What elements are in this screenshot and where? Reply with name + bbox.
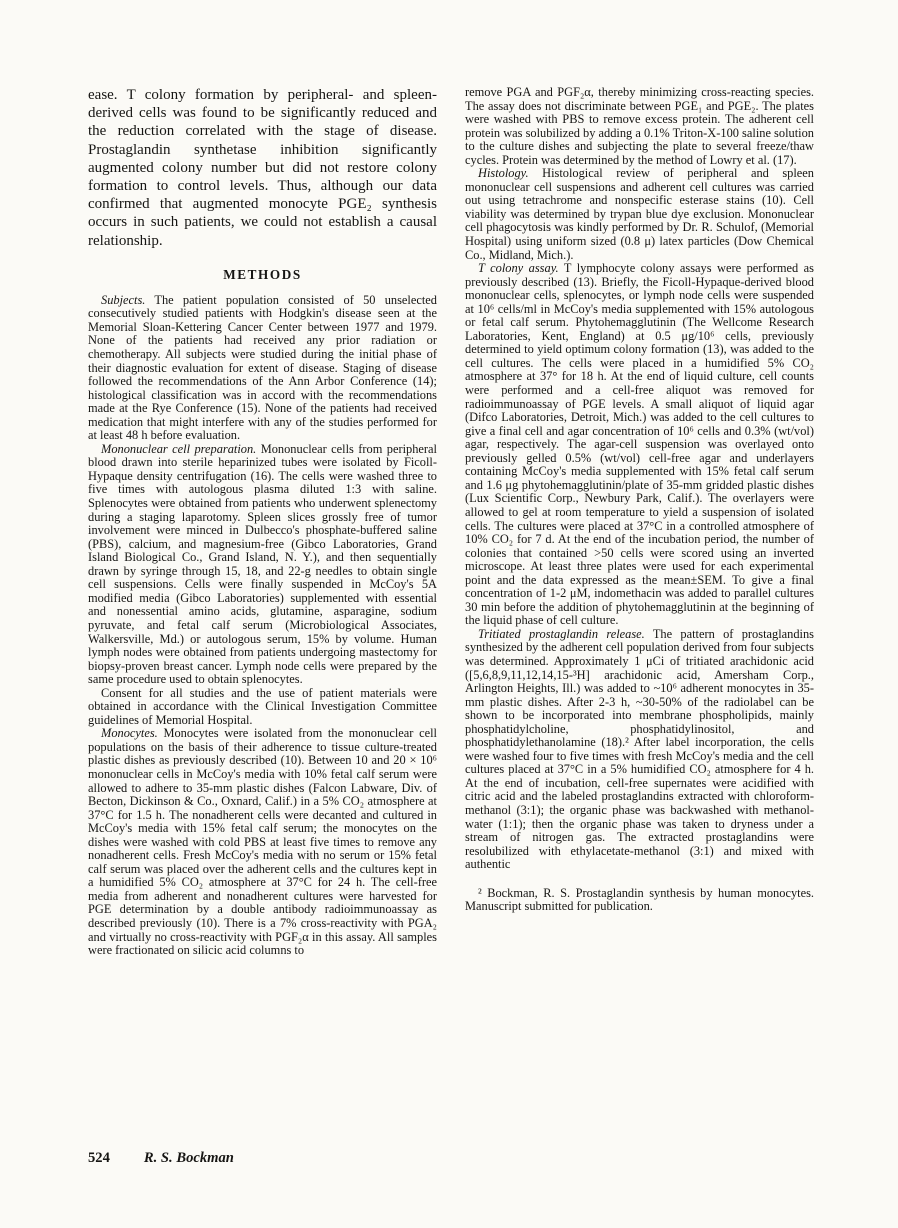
mononuclear-cell-preparation-paragraph — [88, 443, 437, 687]
footnote-text: ² Bockman, R. S. Prostaglandin synthesis by human monocytes. Manuscript submitted for publication. — [465, 885, 814, 914]
text-columns — [88, 86, 814, 958]
subjects-lead: Subjects. — [101, 292, 146, 307]
monocytes-paragraph — [88, 727, 437, 957]
monocytes-text: Monocytes were isolated from the mononuclear cell populations on the basis of their adherence to tissue culture-treated plastic dishes as previously described (10). Between 10 and 20 × 10⁶ mononuclear cells in McCoy's media with 10% fetal calf serum were allowed to adhere to 35-mm plastic dishes (Falcon Labware, Div. of Becton, Dickinson & Co., Oxnard, Calif.) in a 5% CO₂ atmosphere at 37°C for 1.5 h. The nonadherent cells were decanted and cultured in McCoy's media with 15% fetal calf serum; the monocytes on the dishes were washed with cold PBS at least five times to remove any nonadherent cells. Fresh McCoy's media with no serum or 15% fetal calf serum was placed over the adherent cells and the cultures kept in a humidified 5% CO₂ atmosphere at 37°C for 24 h. The cell-free media from adherent and nonadherent cultures were harvested for PGE determination by a double antibody radioimmunoassay as described previously (10). There is a 7% cross-reactivity with PGA₂ and virtually no cross-reactivity with PGF₂α in this assay. All samples were fractionated on silicic acid columns to — [88, 726, 437, 958]
mononuclear-lead: Mononuclear cell preparation. — [101, 441, 257, 456]
continuation-text: remove PGA and PGF₂α, thereby minimizing cross-reacting species. The assay does not discriminate between PGE₁ and PGE₂. The plates were washed with PBS to remove excess protein. The adherent cell protein was solubilized by adding a 0.1% Triton-X-100 saline solution to the culture dishes and subjecting the plate to several freeze/thaw cycles. Protein was determined by the method of Lowry et al. (17). — [465, 85, 814, 167]
consent-text: Consent for all studies and the use of patient materials were obtained in accordance with the Clinical Investigation Committee guidelines of Memorial Hospital. — [88, 685, 437, 727]
running-author: R. S. Bockman — [143, 1150, 234, 1166]
intro-continuation-text: ease. T colony formation by peripheral- and spleen-derived cells was found to be significantly reduced and the reduction correlated with the stage of disease. Prostaglandin synthetase inhibition significantly augmented colony number but did not restore colony formation to control levels. Thus, although our data confirmed that augmented monocyte PGE₂ synthesis occurs in such patients, we could not establish a causal relationship. — [88, 87, 437, 249]
t-colony-assay-text: T lymphocyte colony assays were performed as previously described (13). Briefly, the Ficoll-Hypaque-derived blood mononuclear cells, splenocytes, or lymph node cells were suspended at 10⁶ cells/ml in McCoy's media supplemented with 15% autologous or fetal calf serum. Phytohemagglutinin (The Wellcome Research Laboratories, Kent, England) at 0.5 μg/10⁶ cells, previously determined to yield optimum colony formation (13), was added to the cell cultures. The cells were placed in a humidified 5% CO₂ atmosphere at 37° for 18 h. At the end of liquid culture, cell counts were performed and a cell-free aliquot was removed for radioimmunoassay of PGE levels. A small aliquot of liquid agar (Difco Laboratories, Detroit, Mich.) was added to the cell cultures to give a final cell and agar concentration of 10⁶ cells and 0.3% (wt/vol) agar, respectively. The agar-cell suspension was overlayed onto previously gelled 0.5% (wt/vol) cell-free agar and underlayers containing McCoy's media supplemented with 15% fetal calf serum and 1.6 μg phytohemagglutinin/plate of 35-mm gridded plastic dishes (Lux Scientific Corp., Newbury Park, Calif.). The overlayers were allowed to gel at room temperature to yield a suspension of isolated cells. The cultures were placed at 37°C in a controlled atmosphere of 10% CO₂ for 7 d. At the end of the incubation period, the number of colonies that contained >50 cells were scored using an inverted microscope. At least three plates were used for each experimental point and the data expressed as the mean±SEM. To give a final concentration of 1-2 μM, indomethacin was added to parallel cultures 30 min before the addition of phytohemagglutinin at the beginning of the liquid phase of cell culture. — [465, 261, 814, 628]
manuscript-footnote — [465, 887, 814, 914]
right-column — [465, 86, 814, 958]
tritiated-release-paragraph — [465, 628, 814, 872]
page-footer — [88, 1150, 234, 1167]
methods-section-heading: METHODS — [223, 266, 302, 282]
left-column — [88, 86, 437, 958]
mononuclear-text: Mononuclear cells from peripheral blood drawn into sterile heparinized tubes were isolated by Ficoll-Hypaque density centrifugation (16). The cells were washed three to five times with autologous plasma diluted 1:3 with saline. Splenocytes were obtained from patients who underwent splenectomy during a staging laparotomy. Spleen slices grossly free of tumor involvement were minced in Dulbecco's phosphate-buffered saline (PBS), calcium, and magnesium-free (Gibco Laboratories, Grand Island Biological Co., Grand Island, N. Y.), and then sequentially drawn by syringe through 15, 18, and 22-g needles to obtain single cell suspensions. Cells were finally suspended in McCoy's 5A modified media (Gibco Laboratories) supplemented with essential and nonessential amino acids, glutamine, asparagine, sodium pyruvate, and fetal calf serum (Microbiological Associates, Walkersville, Md.) or autologous serum, 15% by volume. Human lymph nodes were obtained from patients undergoing mastectomy for biopsy-proven breast cancer. Lymph node cells were prepared by the same procedure used to obtain splenocytes. — [88, 441, 437, 687]
tritiated-release-text: The pattern of prostaglandins synthesized by the adherent cell population derived from four subjects was determined. Approximately 1 μCi of tritiated arachidonic acid ([5,6,8,9,11,12,14,15-³H] arachidonic acid, Amersham Corp., Arlington Heights, Ill.) was added to ~10⁶ adherent monocytes in 35-mm plastic dishes. After 2-3 h, ~30-50% of the radiolabel can be shown to be incorporated into membrane phospholipids, mainly phosphatidylcholine, phosphatidylinositol, and phosphatidylethanolamine (18).² After label incorporation, the cells were washed four to five times with fresh McCoy's media and the cell cultures placed at 37°C in a 5% humidified CO₂ atmosphere for 4 h. At the end of incubation, cell-free supernates were acidified with citric acid and the labeled prostaglandins extracted with chloroform-methanol (3:1); the organic phase was backwashed with methanol-water (1:1); then the organic phase was taken to dryness under a stream of nitrogen gas. The extracted prostaglandins were resolubilized with ethylacetate-methanol (3:1) and mixed with authentic — [465, 626, 814, 872]
subjects-paragraph — [88, 294, 437, 443]
t-colony-assay-paragraph — [465, 262, 814, 628]
histology-paragraph — [465, 167, 814, 262]
tritiated-release-lead: Tritiated prostaglandin release. — [478, 626, 645, 641]
histology-lead: Histology. — [478, 166, 529, 181]
subjects-text: The patient population consisted of 50 unselected consecutively studied patients with Hodgkin's disease seen at the Memorial Sloan-Kettering Cancer Center between 1977 and 1979. None of the patients had received any prior radiation or chemotherapy. All subjects were studied during the initial phase of their diagnostic evaluation for extent of disease. Staging of disease followed the recommendations of the Ann Arbor Conference (14); histological classification was in accord with the recommendations made at the Rye Conference (15). None of the patients had received medication that might interfere with any of the studies performed for at least 48 h before evaluation. — [88, 292, 438, 443]
monocytes-lead: Monocytes. — [101, 726, 158, 741]
continuation-paragraph — [465, 86, 814, 167]
histology-text: Histological review of peripheral and spleen mononuclear cell suspensions and adherent cell cultures was carried out using tetrachrome and nonspecific esterase stains (10). Cell viability was determined by trypan blue dye exclusion. Mononuclear cell phagocytosis was kindly performed by Dr. R. Schulof, (Memorial Hospital) using uniform sized (0.8 μ) latex particles (Dow Chemical Co., Midland, Mich.). — [465, 166, 814, 262]
page-number: 524 — [88, 1150, 110, 1166]
t-colony-assay-lead: T colony assay. — [478, 261, 559, 276]
intro-continuation-paragraph — [88, 86, 437, 250]
consent-paragraph — [88, 687, 437, 728]
